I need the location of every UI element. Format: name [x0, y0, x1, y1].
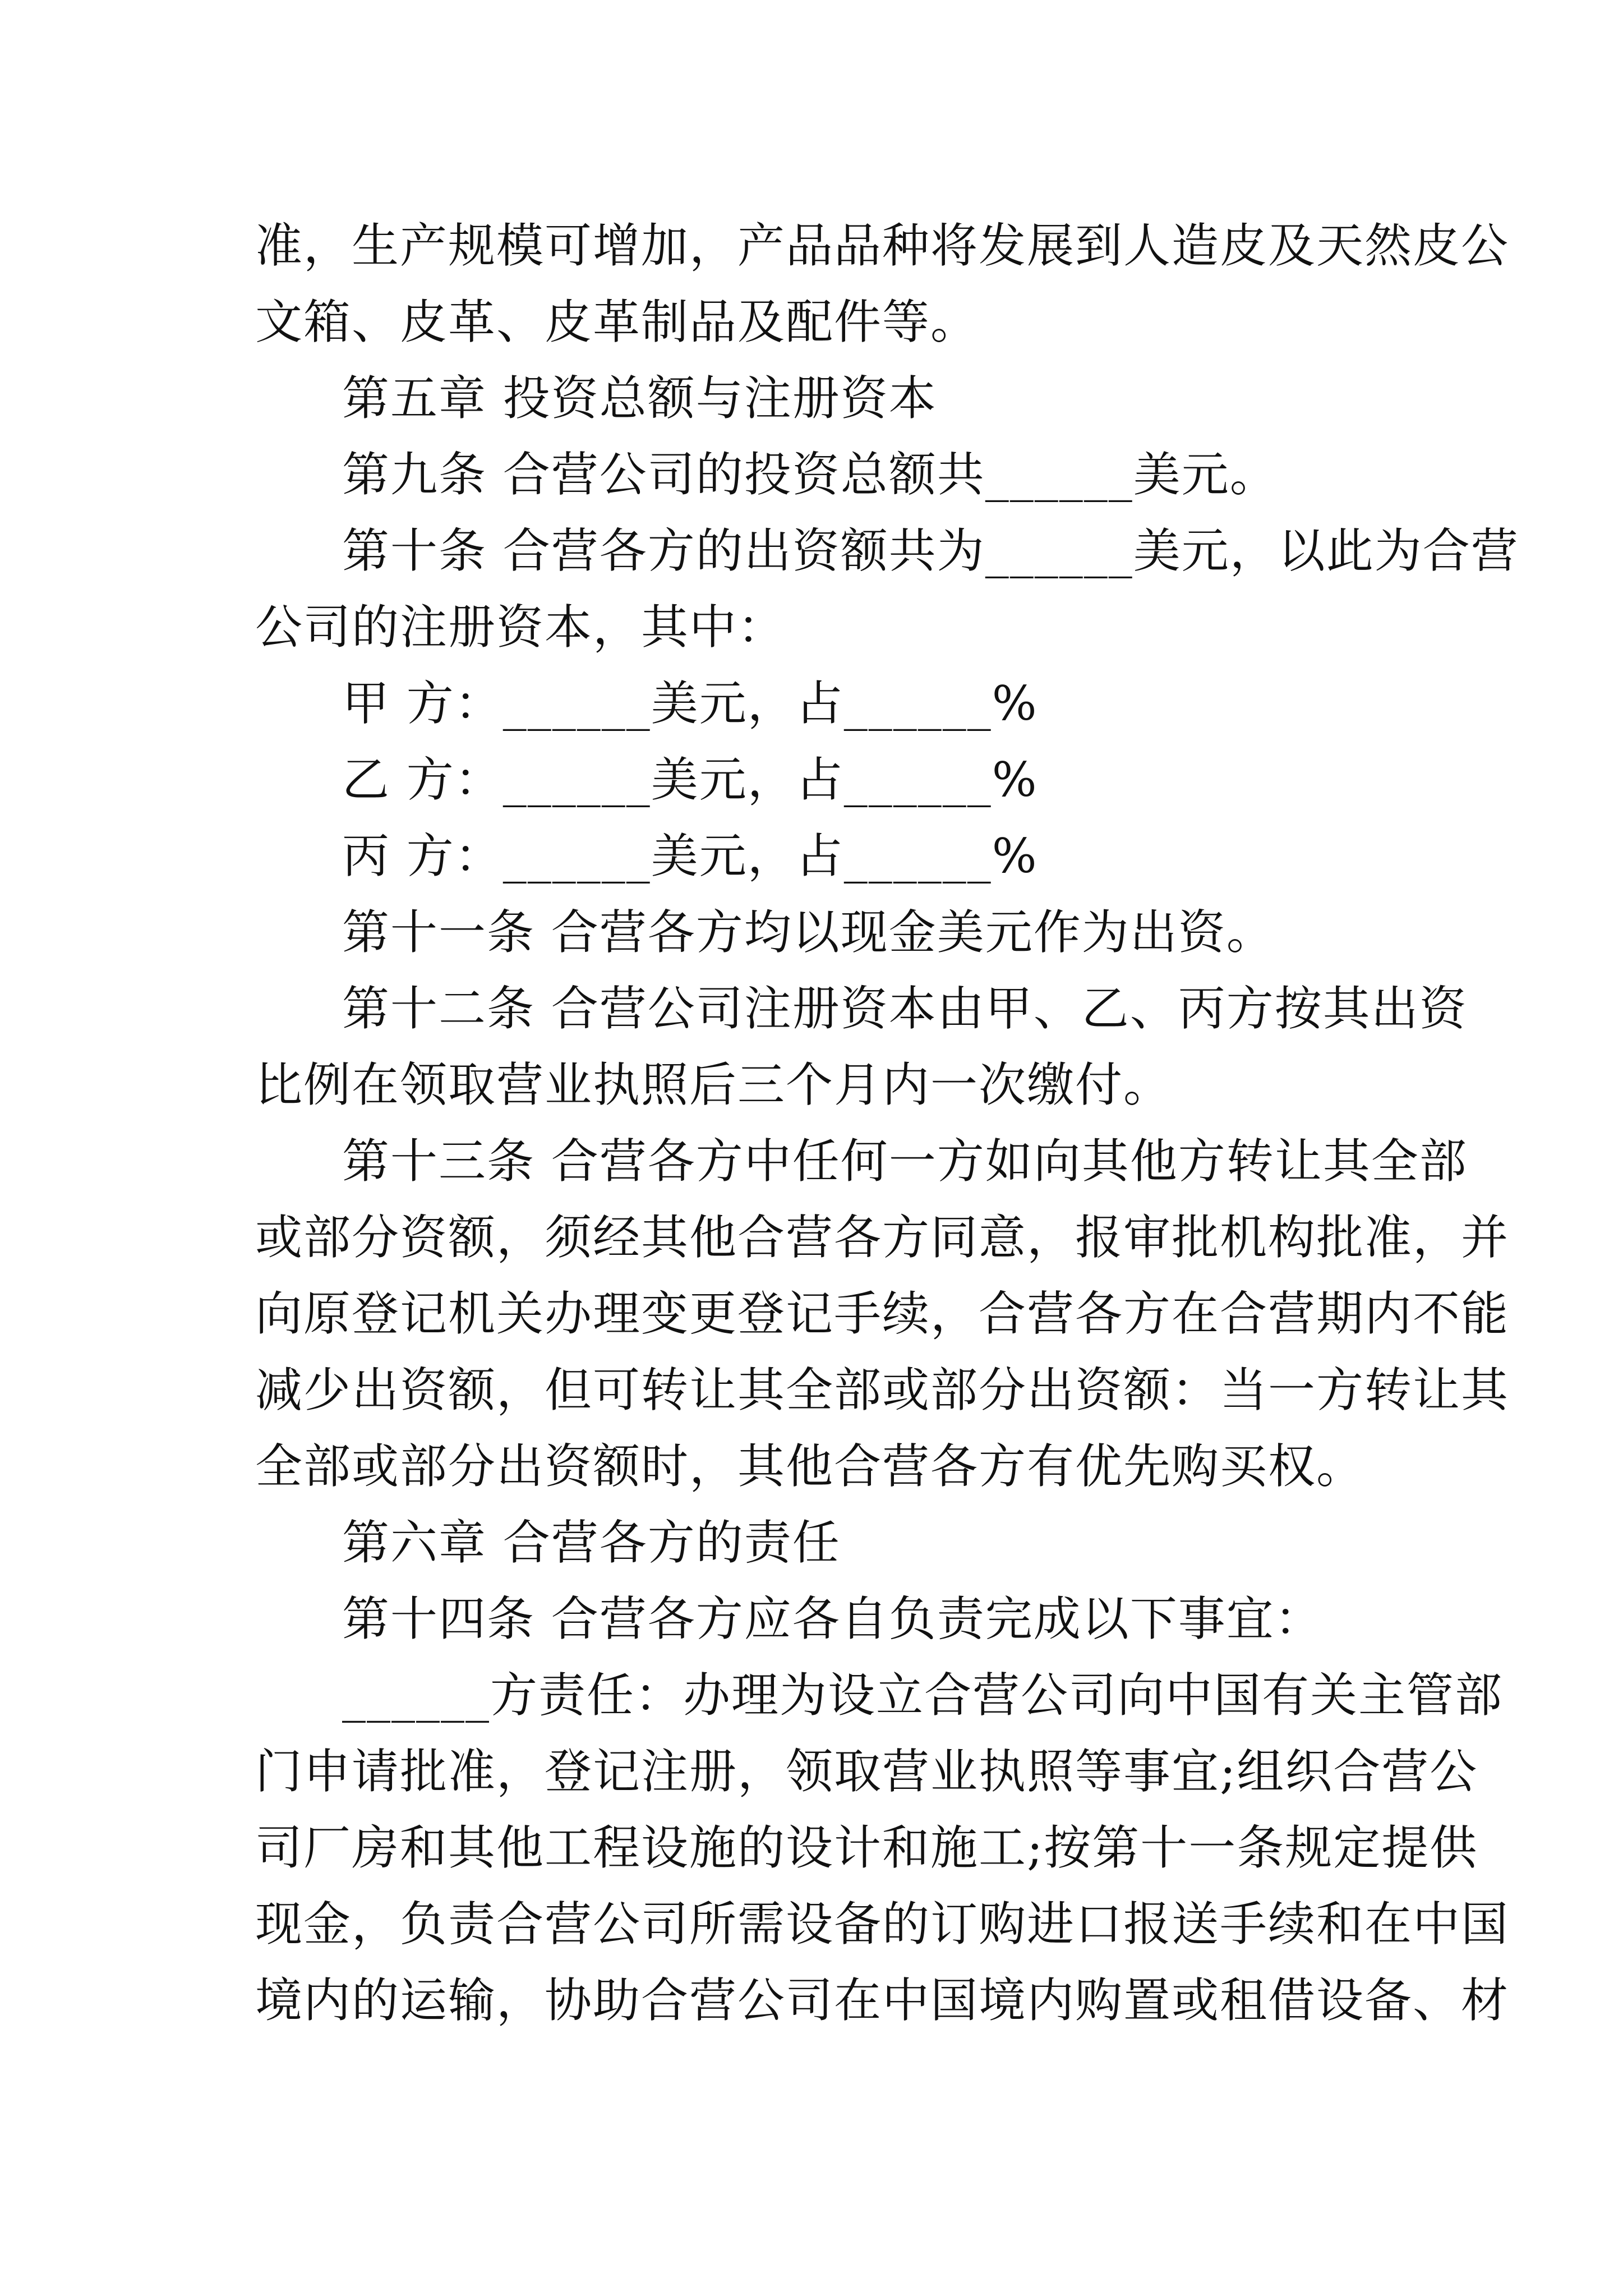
text-line: 第十条 合营各方的出资额共为______美元，以此为合营 — [342, 523, 1519, 578]
text-line: 境内的运输，协助合营公司在中国境内购置或租借设备、材 — [255, 1973, 1510, 2028]
text-line: 第十三条 合营各方中任何一方如向其他方转让其全部 — [342, 1134, 1468, 1189]
text-line: 丙 方：______美元，占______% — [342, 829, 1038, 884]
document-body — [255, 208, 1519, 2039]
text-line: 全部或部分出资额时，其他合营各方有优先购买权。 — [255, 1439, 1365, 1494]
text-line: 甲 方：______美元，占______% — [342, 676, 1038, 731]
text-line: 第六章 合营各方的责任 — [342, 1515, 841, 1570]
text-line: 第五章 投资总额与注册资本 — [342, 371, 937, 426]
text-line: 门申请批准，登记注册，领取营业执照等事宜;组织合营公 — [255, 1744, 1478, 1799]
text-line: 第九条 合营公司的投资总额共______美元。 — [342, 447, 1278, 502]
text-line: 向原登记机关办理变更登记手续，合营各方在合营期内不能 — [255, 1286, 1510, 1341]
text-line: ______方责任：办理为设立合营公司向中国有关主管部 — [342, 1668, 1504, 1723]
text-line: 或部分资额，须经其他合营各方同意，报审批机构批准，并 — [255, 1210, 1510, 1265]
text-line: 第十二条 合营公司注册资本由甲、乙、丙方按其出资 — [342, 981, 1468, 1036]
text-line: 比例在领取营业执照后三个月内一次缴付。 — [255, 1057, 1172, 1112]
text-line: 文箱、皮革、皮革制品及配件等。 — [255, 295, 979, 349]
text-line: 减少出资额，但可转让其全部或部分出资额：当一方转让其 — [255, 1363, 1510, 1418]
text-line: 司厂房和其他工程设施的设计和施工;按第十一条规定提供 — [255, 1820, 1478, 1875]
text-line: 公司的注册资本，其中： — [255, 600, 786, 655]
text-line: 准，生产规模可增加，产品品种将发展到人造皮及天然皮公 — [255, 218, 1510, 273]
text-line: 第十一条 合营各方均以现金美元作为出资。 — [342, 905, 1275, 960]
text-line: 第十四条 合营各方应各自负责完成以下事宜： — [342, 1591, 1323, 1646]
text-line: 乙 方：______美元，占______% — [342, 752, 1038, 807]
text-line: 现金，负责合营公司所需设备的订购进口报送手续和在中国 — [255, 1897, 1510, 1952]
